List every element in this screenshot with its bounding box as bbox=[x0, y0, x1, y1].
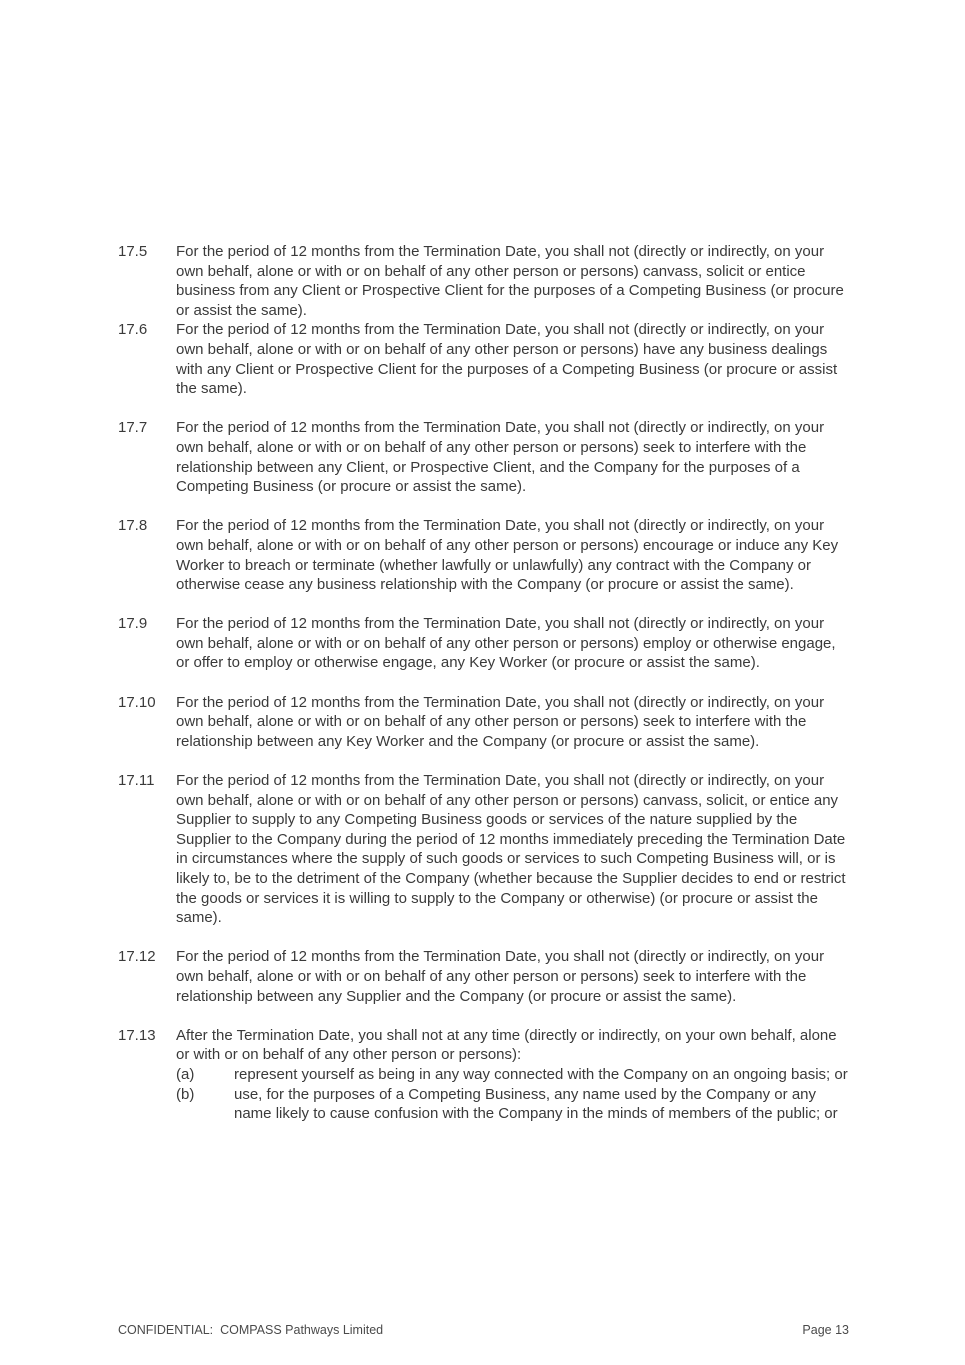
clause-17-7 bbox=[118, 418, 853, 496]
clause-17-6 bbox=[118, 320, 853, 398]
clause-text: For the period of 12 months from the Termination Date, you shall not (directly or indirectly, on your own behalf, alone or with or on behalf of any other person or persons) seek to interfere with the relationship between any Key Worker and the Company (or procure or assist the same). bbox=[176, 693, 825, 750]
clause-text: For the period of 12 months from the Termination Date, you shall not (directly or indirectly, on your own behalf, alone or with or on behalf of any other person or persons) canvass, solicit, or entice any Supplier to supply to any Competing Business goods or services of the nature supplied by the Supplier to the Company during the period of 12 months immediately preceding the Termination Date in circumstances where the supply of such goods or services to such Competing Business will, or is likely to, be to the detriment of the Company (whether because the Supplier decides to end or restrict the goods or services it is willing to supply to the Company or otherwise) (or procure or assist the same). bbox=[176, 772, 846, 927]
clause-17-11 bbox=[118, 771, 853, 928]
clause-17-12 bbox=[118, 947, 853, 1006]
subclause-a bbox=[176, 1065, 853, 1085]
subclause-text: use, for the purposes of a Competing Business, any name used by the Company or any name likely to cause confusion with the Company in the minds of members of the public; or bbox=[234, 1085, 838, 1123]
subclause-label: (b) bbox=[176, 1085, 195, 1103]
clause-17-9 bbox=[118, 614, 853, 673]
clause-text: For the period of 12 months from the Termination Date, you shall not (directly or indirectly, on your own behalf, alone or with or on behalf of any other person or persons) seek to interfere with the relationship between any Supplier and the Company (or procure or assist the same). bbox=[176, 948, 825, 1005]
clause-number: 17.5 bbox=[118, 243, 148, 260]
clause-17-13 bbox=[118, 1026, 853, 1124]
clause-number: 17.12 bbox=[118, 948, 156, 966]
clause-text: For the period of 12 months from the Termination Date, you shall not (directly or indirectly, on your own behalf, alone or with or on behalf of any other person or persons) employ or otherwise engage, or offer to employ or otherwise engage, any Key Worker (or procure or assist the same). bbox=[176, 615, 836, 672]
subclause-b bbox=[176, 1085, 853, 1124]
clause-number: 17.7 bbox=[118, 419, 148, 437]
clause-body bbox=[176, 1026, 853, 1124]
clause-text: After the Termination Date, you shall not at any time (directly or indirectly, on your own behalf, alone or with or on behalf of any other person or persons): bbox=[176, 1026, 837, 1064]
clause-number: 17.13 bbox=[118, 1026, 156, 1044]
clauses-section bbox=[118, 242, 853, 1124]
clause-text: For the period of 12 months from the Termination Date, you shall not (directly or indirectly, on your own behalf, alone or with or on behalf of any other person or persons) encourage or induce any Key Worker to breach or terminate (whether lawfully or unlawfully) any contract with the Company or otherwise cease any business relationship with the Company (or procure or assist the same). bbox=[176, 517, 839, 594]
clause-text: For the period of 12 months from the Termination Date, you shall not (directly or indirectly, on your own behalf, alone or with or on behalf of any other person or persons) seek to interfere with the relationship between any Client, or Prospective Client, and the Company for the purposes of a Competing Business (or procure or assist the same). bbox=[176, 419, 825, 496]
page-number: Page 13 bbox=[802, 1323, 849, 1337]
clause-text: For the period of 12 months from the Termination Date, you shall not (directly or indirectly, on your own behalf, alone or with or on behalf of any other person or persons) have any business dealings with any Client or Prospective Client for the purposes of a Competing Business (or procure or assist the same). bbox=[176, 321, 838, 398]
clause-number: 17.9 bbox=[118, 615, 148, 633]
subclause-text: represent yourself as being in any way connected with the Company on an ongoing basis; or bbox=[234, 1065, 848, 1083]
clause-17-10 bbox=[118, 693, 853, 752]
clause-number: 17.6 bbox=[118, 321, 148, 339]
clause-text: For the period of 12 months from the Termination Date, you shall not (directly or indirectly, on your own behalf, alone or with or on behalf of any other person or persons) canvass, solicit or entice business from any Client or Prospective Client for the purposes of a Competing Business (or procure or assist the same). bbox=[176, 243, 844, 319]
clause-17-5 bbox=[118, 242, 853, 320]
clause-number: 17.10 bbox=[118, 693, 156, 711]
clause-number: 17.11 bbox=[118, 772, 155, 790]
clause-17-8 bbox=[118, 516, 853, 594]
clause-number: 17.8 bbox=[118, 517, 148, 535]
subclause-label: (a) bbox=[176, 1065, 195, 1083]
footer-confidential-label: CONFIDENTIAL: COMPASS Pathways Limited bbox=[118, 1323, 384, 1337]
